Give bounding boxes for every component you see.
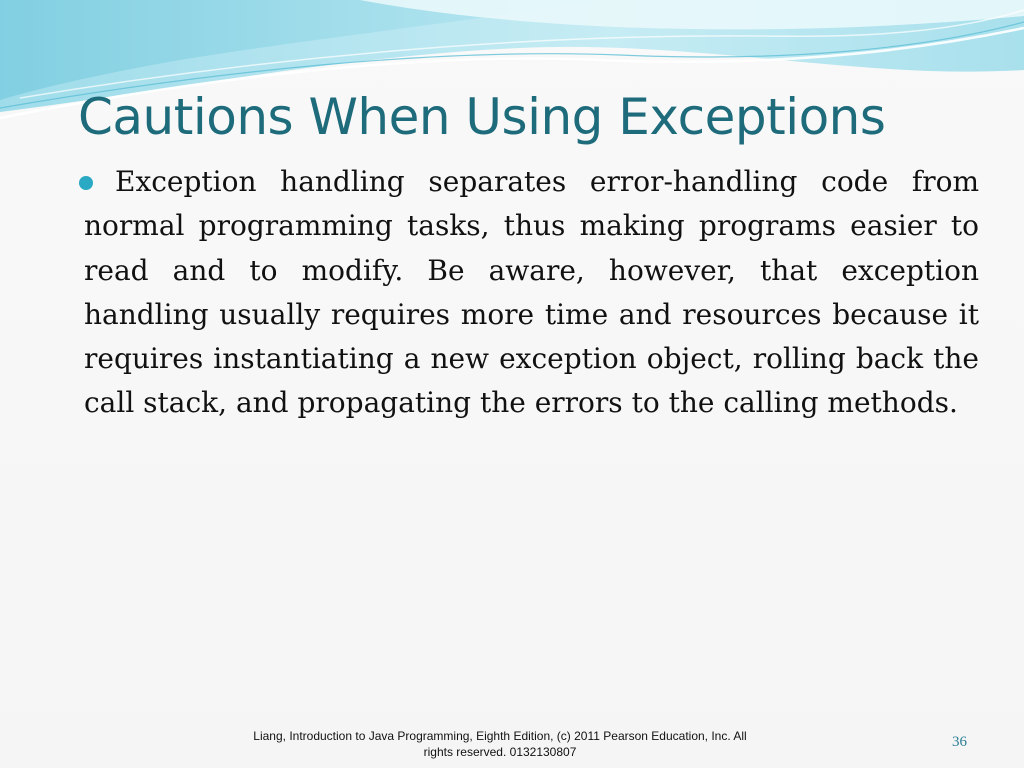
bullet-text: Exception handling separates error-handling code from normal programming tasks, thus making programs easier to read and to modify. Be aware, however, that exception handling usually requires more time and resources because it requires instantiating a new exception object, rolling back the call stack, and propagating the errors to the calling methods. xyxy=(84,165,979,420)
bullet-dot-icon xyxy=(79,176,93,190)
slide-footer xyxy=(200,728,800,760)
bullet-item xyxy=(84,160,979,426)
footer-line-2: rights reserved. 0132130807 xyxy=(423,745,577,759)
footer-line-1: Liang, Introduction to Java Programming, Eighth Edition, (c) 2011 Pearson Education, Inc. All xyxy=(253,729,747,743)
bullet-list xyxy=(84,160,979,426)
slide-title: Cautions When Using Exceptions xyxy=(78,88,886,146)
page-number: 36 xyxy=(952,734,967,750)
